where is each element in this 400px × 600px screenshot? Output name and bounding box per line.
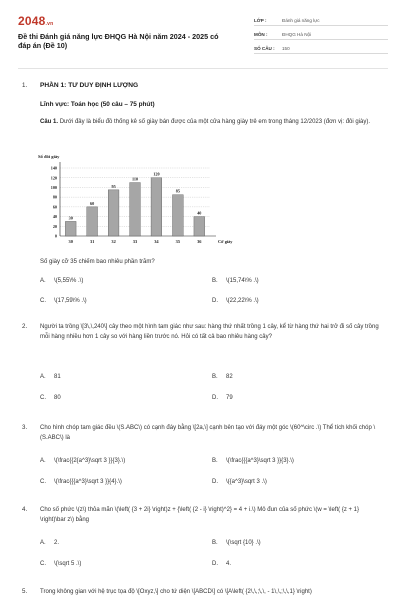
y-tick-label: 120 [50, 175, 57, 181]
section-title: PHẦN 1: TƯ DUY ĐỊNH LƯỢNG [40, 82, 139, 89]
y-tick-label: 140 [50, 165, 57, 171]
document-title: Đề thi Đánh giá năng lực ĐHQG Hà Nội năm 2024 - 2025 có đáp án (Đề 10) [18, 32, 219, 50]
data-label: 60 [90, 200, 95, 206]
option-d[interactable]: D. 79 [212, 395, 233, 401]
options-row [40, 479, 385, 489]
question-number: 4. [22, 506, 28, 513]
data-label: 95 [111, 183, 116, 189]
options-row [40, 561, 385, 571]
meta-class: LỚP : Đánh giá năng lực [254, 12, 388, 26]
question-number: 5. [22, 588, 28, 595]
options-row [40, 374, 385, 384]
y-tick-label: 20 [52, 223, 57, 229]
question-number: 1. [22, 82, 28, 89]
question-1-prompt: Số giày cỡ 35 chiếm bao nhiêu phần trăm? [40, 259, 155, 265]
question-4-stem: Cho số phức \(z\) thỏa mãn \(\left( {3 + 2i} \right)z + {\left( {2 - i} \right)^2} = 4 + i.\) Mô đun của số phức \(w = \left( {z + 1} \right)\bar z\) bằng [40, 507, 360, 523]
options-row [40, 395, 385, 405]
option-a[interactable]: A. \(5,55\% .\) [40, 278, 84, 284]
bar [194, 217, 205, 236]
x-tick-label: 31 [89, 239, 95, 244]
option-a[interactable]: A. \(\frac{{2{a^3}\sqrt 3 }}{3}.\) [40, 458, 126, 464]
y-tick-label: 60 [52, 204, 57, 210]
data-label: 120 [153, 171, 160, 177]
option-b[interactable]: B. \(\frac{{{a^3}\sqrt 3 }}{3}.\) [212, 458, 294, 464]
option-b[interactable]: B. 82 [212, 374, 233, 380]
data-label: 40 [197, 210, 202, 216]
page-header [18, 12, 388, 60]
y-tick-label: 0 [54, 233, 57, 239]
y-tick-label: 100 [50, 185, 57, 191]
options-row [40, 298, 385, 308]
question-number: 3. [22, 424, 28, 431]
option-b[interactable]: B. \(\sqrt {10} .\) [212, 540, 261, 546]
subject-line: Lĩnh vực: Toán học (50 câu – 75 phút) [40, 101, 155, 108]
header-divider [18, 68, 388, 69]
bar [130, 183, 141, 236]
options-row [40, 540, 385, 550]
option-a[interactable]: A. 81 [40, 374, 61, 380]
meta-count: SỐ CÂU : 150 [254, 40, 388, 54]
exam-meta [254, 12, 388, 54]
option-c[interactable]: C. \(\frac{{{a^3}\sqrt 3 }}{4}.\) [40, 479, 122, 485]
data-label: 110 [131, 176, 139, 182]
x-tick-label: 35 [175, 239, 181, 244]
bar [65, 221, 76, 236]
question-3-stem: Cho hình chóp tam giác đều \(S.ABC\) có cạnh đáy bằng \[2a,\] cạnh bên tạo với đáy một góc \(60^\circ .\) Thể tích khối chóp \(S.ABC\) là [40, 425, 376, 441]
options-row [40, 278, 385, 288]
y-tick-label: 40 [52, 214, 57, 220]
bar [108, 190, 119, 236]
option-d[interactable]: D. \(22,22\% .\) [212, 298, 259, 304]
x-tick-label: 30 [68, 239, 73, 244]
shoe-sales-chart [38, 152, 248, 252]
question-number: 2. [22, 323, 28, 330]
question-1-stem: Câu 1. Dưới đây là biểu đồ thống kê số giày bán được của một cửa hàng giày trẻ em trong tháng 12/2023 (đơn vị: đôi giày). [40, 119, 371, 125]
x-tick-label: 34 [154, 239, 159, 244]
option-d[interactable]: D. 4. [212, 561, 232, 567]
option-d[interactable]: D. \({a^3}\sqrt 3 .\) [212, 479, 267, 485]
x-axis-label: Cỡ giày [218, 239, 233, 244]
meta-subject: MÔN : ĐHQG Hà Nội [254, 26, 388, 40]
data-label: 85 [175, 188, 180, 194]
bar [151, 178, 162, 236]
option-b[interactable]: B. \(15,74\% .\) [212, 278, 259, 284]
x-tick-label: 33 [132, 239, 138, 244]
data-label: 30 [68, 215, 73, 221]
option-c[interactable]: C. \(\sqrt 5 .\) [40, 561, 82, 567]
option-a[interactable]: A. 2. [40, 540, 60, 546]
question-5-stem: Trong không gian với hệ trục tọa độ \[Oxyz,\] cho tứ diện \[ABCD\] có \[A\left( {2\,\,;\,\, - 1\,\,;\,\,1} \right) [40, 589, 312, 595]
x-tick-label: 32 [111, 239, 116, 244]
question-2-stem: Người ta trồng \[3\,\,240\] cây theo một hình tam giác như sau: hàng thứ nhất trồng 1 cây, kể từ hàng thứ hai trở đi số cây trồng mỗi hàng nhiều hơn 1 cây so với hàng liền trước nó. Hỏi có tất cả bao nhiêu hàng cây? [40, 324, 379, 340]
bar-chart-svg [38, 152, 248, 252]
site-logo[interactable]: 2048.vn [18, 14, 54, 28]
y-axis-label: Số đôi giày [38, 154, 60, 159]
bar [87, 207, 98, 236]
options-row [40, 458, 385, 468]
option-c[interactable]: C. \(17,59\% .\) [40, 298, 87, 304]
option-c[interactable]: C. 80 [40, 395, 61, 401]
x-tick-label: 36 [197, 239, 202, 244]
y-tick-label: 80 [52, 194, 57, 200]
bar [173, 195, 184, 236]
